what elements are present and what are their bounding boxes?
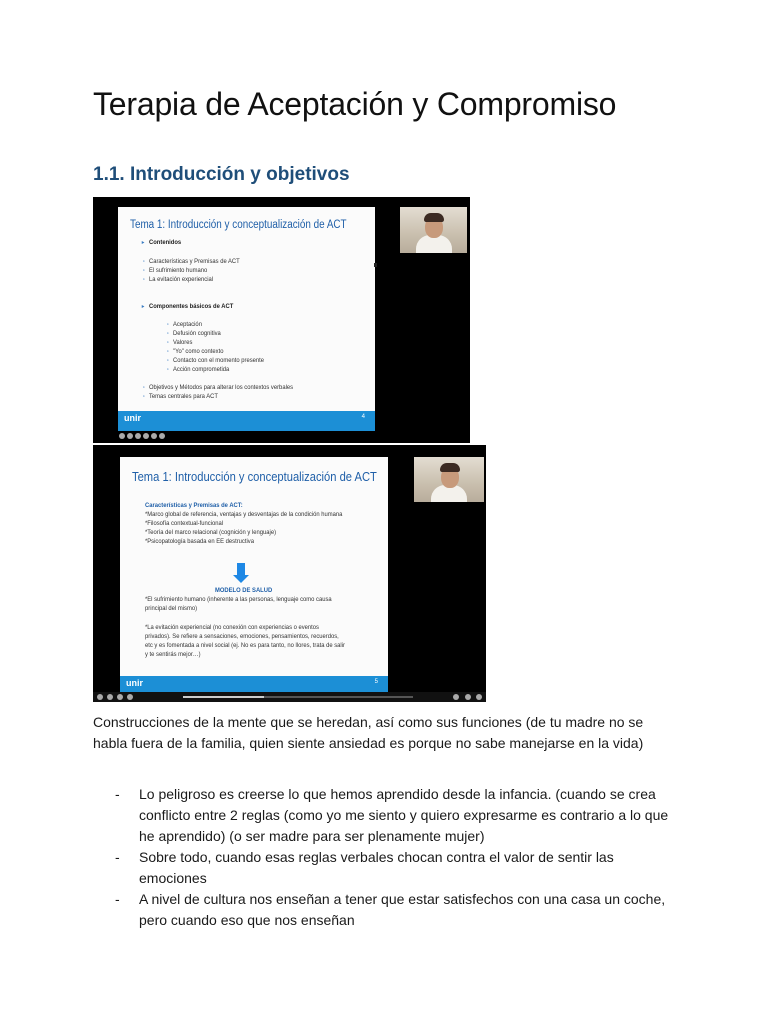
slide-line: *El sufrimiento humano (inherente a las personas, lenguaje como causa <box>145 596 332 603</box>
presentation-slide <box>120 457 388 692</box>
slide-line: ▫ Valores <box>173 340 192 347</box>
slide-line: *La evitación experiencial (no conexión con experiencias o eventos <box>145 624 319 631</box>
mouse-cursor-icon <box>374 263 377 267</box>
slide-title: Tema 1: Introducción y conceptualización de ACT <box>130 219 347 231</box>
list-dash: - <box>115 891 120 907</box>
slide-line: ▫ Contacto con el momento presente <box>173 358 264 365</box>
slide-line: *Teoría del marco relacional (cognición y lenguaje) <box>145 529 277 536</box>
slide-heading-caracteristicas: Características y Premisas de ACT: <box>145 502 243 509</box>
slide-footer <box>120 676 388 692</box>
video-screenshot-2 <box>93 445 486 702</box>
bullet-list <box>93 784 683 931</box>
slide-title: Tema 1: Introducción y conceptualización de ACT <box>132 469 377 484</box>
slide-line: *Marco global de referencia, ventajas y desventajas de la condición humana <box>145 511 343 518</box>
list-item-text: Lo peligroso es creerse lo que hemos aprendido desde la infancia. (cuando se crea conflicto entre 2 reglas (como yo me siento y quiero expresarme es contrario a lo que he aprendido) (o ser madre para ser plenamente mujer) <box>139 786 669 844</box>
player-controls <box>93 431 470 443</box>
slide-page-number: 4 <box>361 414 365 420</box>
list-item-text: Sobre todo, cuando esas reglas verbales chocan contra el valor de sentir las emociones <box>139 849 614 886</box>
rewind-icon[interactable] <box>119 433 125 439</box>
slide-line: ▫ Acción comprometida <box>173 367 229 374</box>
list-item <box>93 889 683 931</box>
unir-logo: unir <box>126 678 143 688</box>
slide-footer <box>118 411 375 431</box>
slide-line: ▫ El sufrimiento humano <box>149 268 207 275</box>
slide-line: ▫ Temas centrales para ACT <box>149 394 218 401</box>
slide-line: ▫ Defusión cognitiva <box>173 331 221 338</box>
forward-icon[interactable] <box>135 433 141 439</box>
slide-heading-modelo: MODELO DE SALUD <box>215 587 273 594</box>
list-item <box>93 847 683 889</box>
arrow-down-icon <box>237 563 245 577</box>
progress-fill <box>183 696 264 698</box>
play-icon[interactable] <box>127 433 133 439</box>
list-item-text: A nivel de cultura nos enseñan a tener que estar satisfechos con una casa un coche, pero cuando eso que nos enseñan <box>139 891 666 928</box>
video-screenshot-1 <box>93 197 470 443</box>
body-paragraph: Construcciones de la mente que se heredan, así como sus funciones (de tu madre no se habla fuera de la familia, quien siente ansiedad es porque no sabe manejarse en la vida) <box>93 714 644 751</box>
slide-line: etc y es fomentada a nivel social (ej. No es para tanto, no llores, trata de salir <box>145 642 345 649</box>
settings-icon[interactable] <box>151 433 157 439</box>
slide-line: principal del mismo) <box>145 605 198 612</box>
document-title: Terapia de Aceptación y Compromiso <box>93 86 617 122</box>
slide-line: *Filosofía contextual-funcional <box>145 520 224 527</box>
slide-heading-contenidos: ▸ Contenidos <box>149 240 181 247</box>
pip-icon[interactable] <box>465 694 471 700</box>
rewind-icon[interactable] <box>107 694 113 700</box>
settings-icon[interactable] <box>453 694 459 700</box>
slide-page-number: 5 <box>374 679 378 685</box>
webcam-thumbnail <box>400 207 467 253</box>
fullscreen-icon[interactable] <box>476 694 482 700</box>
slide-line: ▫ Características y Premisas de ACT <box>149 259 240 266</box>
slide-line: ▫ Aceptación <box>173 322 202 329</box>
speed-icon[interactable] <box>127 694 133 700</box>
list-item <box>93 784 683 847</box>
player-controls <box>93 692 486 702</box>
slide-line: y te sentirás mejor…) <box>145 651 201 658</box>
list-dash: - <box>115 849 120 865</box>
slide-line: *Psicopatología basada en EE destructiva <box>145 538 254 545</box>
presentation-slide <box>118 207 375 431</box>
slide-line: privados). Se refiere a sensaciones, emociones, pensamientos, recuerdos, <box>145 633 339 640</box>
pause-icon[interactable] <box>97 694 103 700</box>
unir-logo: unir <box>124 413 141 423</box>
slide-line: ▫ La evitación experiencial <box>149 277 213 284</box>
slide-heading-componentes: ▸ Componentes básicos de ACT <box>149 304 233 311</box>
list-dash: - <box>115 786 120 802</box>
fullscreen-icon[interactable] <box>159 433 165 439</box>
section-heading: 1.1. Introducción y objetivos <box>93 164 350 185</box>
slide-line: ▫ "Yo" como contexto <box>173 349 223 356</box>
volume-icon[interactable] <box>143 433 149 439</box>
progress-bar[interactable] <box>183 696 413 698</box>
forward-icon[interactable] <box>117 694 123 700</box>
slide-line: ▫ Objetivos y Métodos para alterar los contextos verbales <box>149 385 293 392</box>
webcam-thumbnail <box>414 457 484 502</box>
